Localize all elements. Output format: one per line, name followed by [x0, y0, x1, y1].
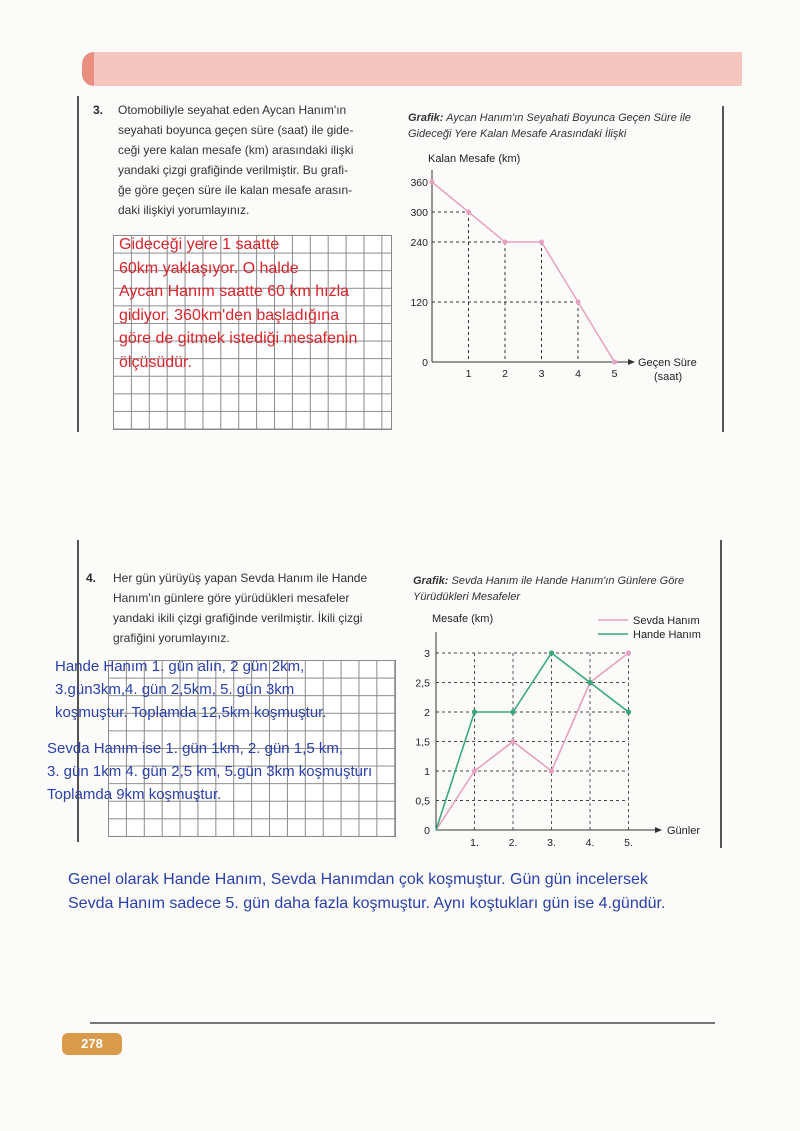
q3-x-tick-label: 5: [611, 368, 618, 380]
q3-data-point: [612, 360, 617, 365]
q4-answer-hande: Hande Hanım 1. gün alın, 2 gün 2km, 3.gün3km,4. gün 2,5km, 5. gün 3km koşmuştur. Toplamda 12,5km koşmuştur.: [55, 658, 327, 721]
q3-y-tick-label: 240: [410, 237, 428, 249]
q3-question: Otomobiliyle seyahat eden Aycan Hanım'ın seyahati boyunca geçen süre (saat) ile gide- ceği yere kalan mesafe (km) arasındaki ilişki yandaki çizgi grafiğinde verilmiştir. Bu grafi- ğe göre geçen süre ile kalan mesafe arasın- daki ilişkiyi yorumlayınız.: [118, 103, 354, 217]
q4-chart-xlabel: Günler: [667, 825, 701, 837]
q4-chart: [400, 606, 720, 856]
q4-answer-sevda: Sevda Hanım ise 1. gün 1km, 2. gün 1,5 km, 3. gün 1km 4. gün 2,5 km, 5.gün 3km koşmuşturı Toplamda 9km koşmuştur.: [47, 740, 373, 803]
q3-number: 3.: [93, 103, 104, 117]
q4-y-tick-label: 2,5: [415, 677, 430, 690]
q4-y-tick-label: 1: [424, 766, 430, 778]
q4-graph-title: Grafik: Sevda Hanım ile Hande Hanım'ın Günlere Göre Yürüdükleri Mesafeler: [413, 575, 685, 603]
q3-x-tick-label: 1: [465, 368, 472, 380]
q4-x-tick-label: 2.: [508, 837, 518, 849]
page-banner: [82, 52, 742, 86]
q4-number: 4.: [86, 571, 97, 585]
q4-y-tick-label: 1,5: [415, 736, 430, 749]
q3-data-point: [503, 240, 508, 245]
q4-x-tick-label: 1.: [470, 837, 479, 849]
q4-y-tick-label: 0: [424, 825, 430, 837]
q3-chart: [400, 148, 720, 398]
q4-question: Her gün yürüyüş yapan Sevda Hanım ile Hande Hanım'ın günlere göre yürüdükleri mesafeler yandaki ikili çizgi grafiğinde verilmiştir. İkili çizgi grafiğini yorumlayınız.: [113, 571, 368, 645]
q4-y-tick-label: 0,5: [415, 795, 430, 808]
q4-chart-ylabel: Mesafe (km): [432, 613, 494, 625]
q4-x-tick-label: 5.: [624, 837, 633, 849]
q3-left-rule: [77, 96, 79, 432]
q3-data-point: [539, 240, 544, 245]
q3-y-tick-label: 360: [410, 177, 428, 189]
footer-rule: [90, 1022, 715, 1024]
q3-chart-ylabel: Kalan Mesafe (km): [428, 153, 521, 165]
q3-y-tick-label: 0: [422, 357, 428, 369]
q3-y-tick-label: 300: [410, 207, 428, 219]
q3-data-point: [430, 180, 435, 185]
page-number: 278: [62, 1033, 122, 1055]
q3-x-tick-label: 3: [538, 368, 545, 380]
q4-y-tick-label: 2: [424, 707, 430, 719]
q3-data-point: [466, 210, 471, 215]
q4-x-axis-arrow: [655, 827, 662, 833]
q3-right-rule: [722, 106, 724, 432]
q4-hande-point: [549, 650, 554, 655]
q4-y-tick-label: 3: [424, 648, 430, 660]
q3-graph-title: Grafik: Aycan Hanım'ın Seyahati Boyunca Geçen Süre ile Gideceği Yere Kalan Mesafe Arasındaki İlişki: [408, 112, 691, 140]
q4-hande-point: [626, 709, 631, 714]
q3-x-tick-label: 2: [502, 368, 508, 380]
q3-y-tick-label: 120: [410, 297, 428, 309]
q4-sevda-point: [626, 650, 631, 655]
q3-chart-xlabel: Geçen Süre: [638, 357, 697, 369]
q4-sevda-point: [472, 768, 477, 773]
q3-x-tick-label: 4: [575, 368, 581, 380]
q4-legend-label: Sevda Hanım: [633, 615, 700, 627]
q4-sevda-point: [549, 768, 554, 773]
q4-legend-label: Hande Hanım: [633, 629, 701, 641]
q3-chart-xlabel-unit: (saat): [654, 371, 683, 383]
q4-conclusion: Genel olarak Hande Hanım, Sevda Hanımdan çok koşmuştur. Gün gün incelersek Sevda Hanım sadece 5. gün daha fazla koşmuştur. Aynı koştukları gün ise 4.gündür.: [68, 871, 666, 912]
q3-data-point: [576, 300, 581, 305]
q3-series-line: [432, 182, 615, 362]
q4-x-tick-label: 3.: [547, 837, 556, 849]
q4-hande-point: [587, 680, 592, 685]
q3-answer: Gideceği yere 1 saatte 60km yaklaşıyor. O halde Aycan Hanım saatte 60 km hızla gidiyor. 360km'den başladığına göre de gitmek istediği mesafenin ölçüsüdür.: [119, 236, 358, 371]
q4-hande-point: [510, 709, 515, 714]
q3-x-axis-arrow: [628, 359, 635, 365]
page-banner-edge: [82, 52, 94, 86]
q4-sevda-point: [510, 739, 515, 744]
q4-x-tick-label: 4.: [585, 837, 595, 849]
q4-hande-point: [472, 709, 477, 714]
